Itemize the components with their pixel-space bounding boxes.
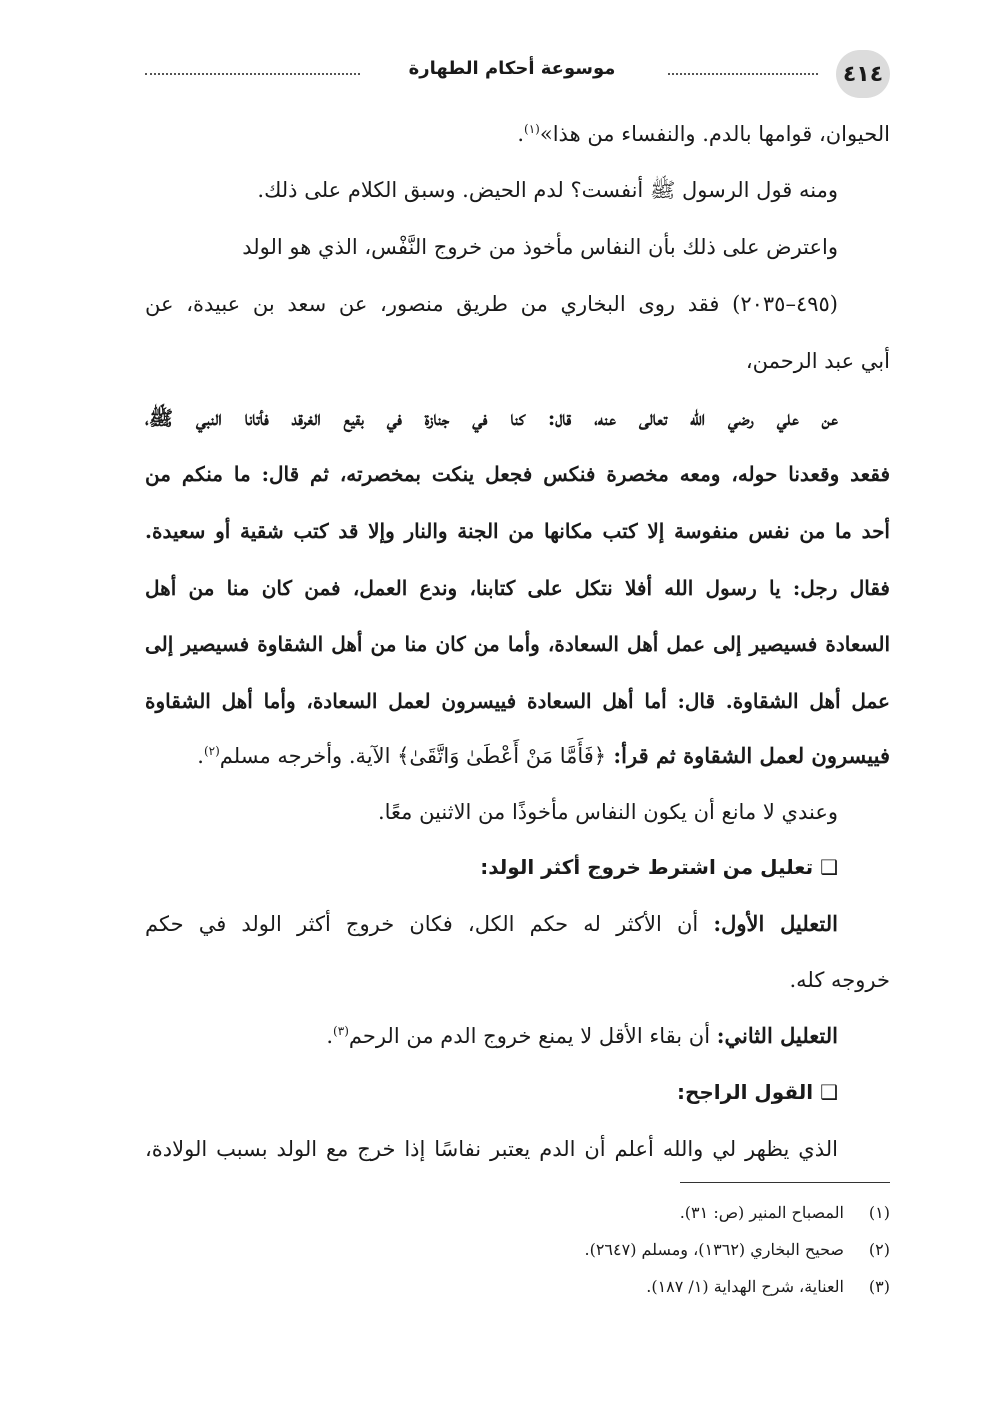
text-line-5: أبي عبد الرحمن،	[745, 349, 890, 373]
footnote-text: صحيح البخاري (١٣٦٢)، ومسلم (٢٦٤٧).	[584, 1240, 844, 1259]
text-line-2: ومنه قول الرسول ﷺ أنفست؟ لدم الحيض. وسبق الكلام على ذلك.	[257, 178, 838, 202]
text-line-13: وعندي لا مانع أن يكون النفاس مأخوذًا من الاثنين معًا.	[377, 800, 838, 824]
header-dotted-rule-right	[668, 73, 818, 75]
label-first-reason: التعليل الأول:	[713, 911, 838, 936]
text-line-15: خروجه كله.	[789, 968, 890, 992]
footnote-number: (٢)	[868, 1240, 890, 1259]
heading-text: القول الراجح:	[676, 1080, 814, 1104]
footnote-text: المصباح المنير (ص: ٣١).	[679, 1203, 844, 1222]
line-end: .	[197, 744, 204, 768]
footnote-ref-1[interactable]: (١)	[524, 122, 540, 136]
footnote-1	[145, 1196, 890, 1230]
line-text: الحيوان، قوامها بالدم. والنفساء من هذا»	[539, 122, 890, 146]
text-line-1	[145, 108, 890, 160]
hadith-line-4: فقال رجل: يا رسول الله أفلا نتكل على كتابنا، وندع العمل، فمن كان منا من أهل	[145, 576, 890, 600]
text-line-3: واعترض على ذلك بأن النفاس مأخوذ من خروج النَّفْس، الذي هو الولد	[242, 235, 838, 259]
heading-text: تعليل من اشترط خروج أكثر الولد:	[480, 855, 814, 879]
footnote-separator	[680, 1182, 890, 1183]
hadith-line-2: فقعد وقعدنا حوله، ومعه مخصرة فنكس فجعل ينكت بمخصرته، ثم قال: ما منكم من	[145, 462, 890, 486]
footnote-3	[145, 1270, 890, 1304]
footnote-number: (١)	[868, 1203, 890, 1222]
hadith-line-6: عمل أهل الشقاوة. قال: أما أهل السعادة فييسرون لعمل السعادة، وأما أهل الشقاوة	[145, 689, 890, 713]
hadith-line-3: أحد ما من نفس منفوسة إلا كتب مكانها من الجنة والنار وإلا قد كتب شقية أو سعيدة.	[145, 519, 890, 543]
text-line-17: الذي يظهر لي والله أعلم أن الدم يعتبر نفاسًا إذا خرج مع الولد بسبب الولادة،	[145, 1137, 838, 1161]
hadith-line-5: السعادة فسيصير إلى عمل أهل السعادة، وأما من كان منا من أهل الشقاوة فسيصير إلى	[145, 632, 890, 656]
checkbox-square-icon: ❑	[820, 855, 838, 879]
hadith-line-1: عن علي رضي الله تعالى عنه، قال: كنا في جنازة في بقيع الغرقد فأتانا النبي ﷺ،	[145, 406, 838, 430]
line-end: .	[326, 1024, 334, 1048]
line-text: أن الأكثر له حكم الكل، فكان خروج أكثر الولد في حكم	[145, 912, 714, 936]
footnote-ref-3[interactable]: (٣)	[333, 1024, 349, 1038]
hadith-number-line: (٤٩٥–٢٠٣٥) فقد روى البخاري من طريق منصور، عن سعد بن عبيدة، عن	[145, 292, 838, 316]
page-number: ٤١٤	[836, 50, 890, 98]
checkbox-square-icon: ❑	[820, 1080, 838, 1104]
text-line-16	[145, 1010, 838, 1062]
footnote-2	[145, 1233, 890, 1267]
page-header	[145, 50, 890, 98]
footnote-text: العناية، شرح الهداية (١/ ١٨٧).	[646, 1277, 844, 1296]
line-text: أن بقاء الأقل لا يمنع خروج الدم من الرحم	[348, 1024, 717, 1048]
footnote-number: (٣)	[868, 1277, 890, 1296]
quran-verse: ﴿فَأَمَّا مَنْ أَعْطَىٰ وَاتَّقَىٰ﴾ الآية. وأخرجه مسلم	[219, 744, 607, 768]
text-line-14	[145, 898, 838, 950]
line-end: .	[517, 122, 525, 146]
hadith-line-7	[145, 730, 890, 782]
footnote-ref-2[interactable]: (٢)	[203, 744, 220, 758]
hadith-text: فييسرون لعمل الشقاوة ثم قرأ:	[606, 743, 890, 768]
book-title: موسوعة أحكام الطهارة	[408, 58, 616, 79]
section-heading-2	[145, 1066, 838, 1118]
label-second-reason: التعليل الثاني:	[716, 1023, 838, 1048]
section-heading-1	[145, 841, 838, 893]
header-dotted-rule-left	[145, 73, 360, 75]
